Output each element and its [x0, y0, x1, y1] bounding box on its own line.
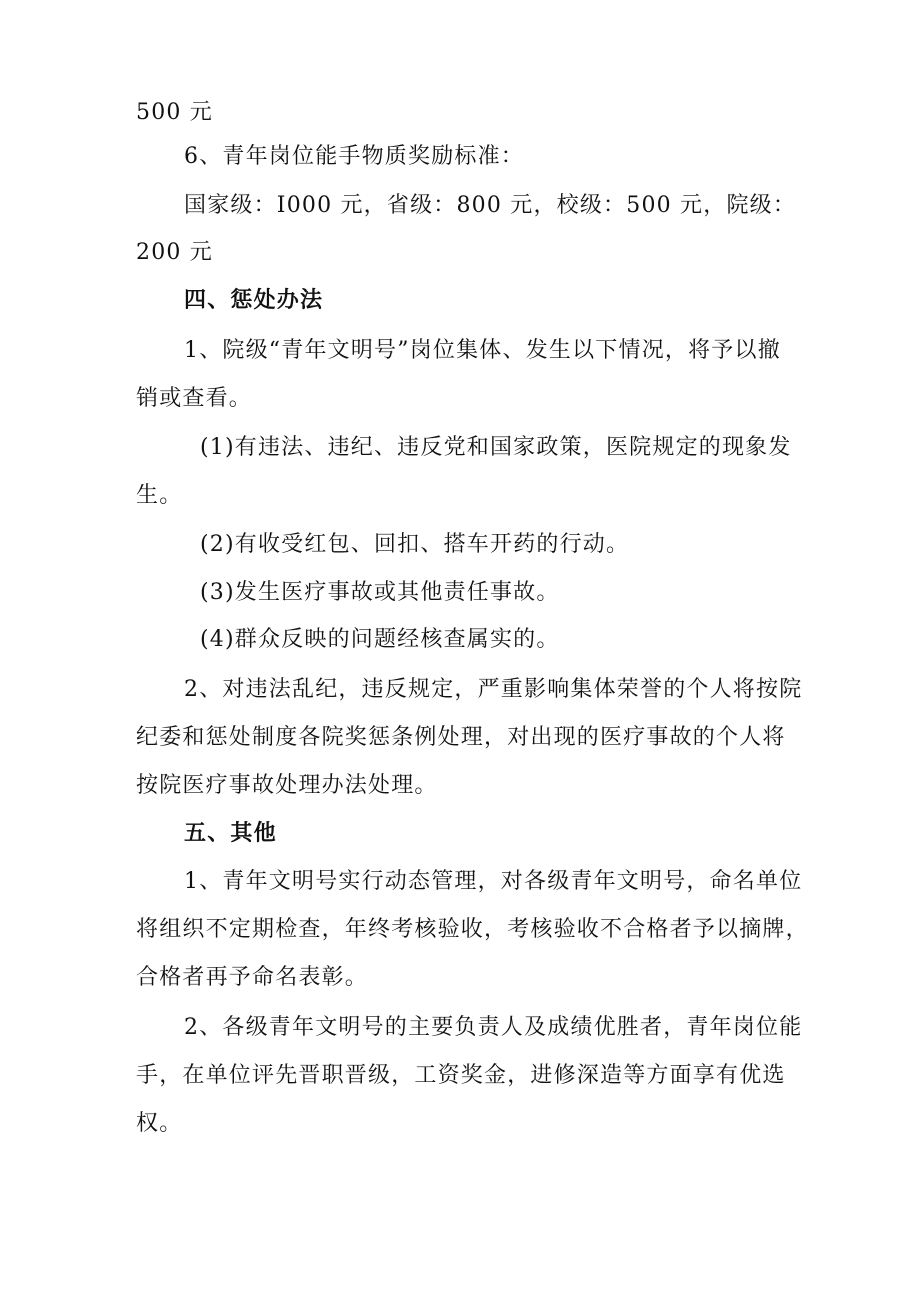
text-line: 1、院级“青年文明号”岗位集体、发生以下情况，将予以撤: [184, 338, 781, 363]
text-line: 将组织不定期检查，年终考核验收，考核验收不合格者予以摘牌，: [136, 917, 809, 942]
text-line: 按院医疗事故处理办法处理。: [136, 773, 438, 798]
section-heading: 五、其他: [184, 821, 277, 846]
text-line: 2、各级青年文明号的主要负责人及成绩优胜者，青年岗位能: [184, 1015, 803, 1040]
text-line: (1)有违法、违纪、违反党和国家政策，医院规定的现象发: [200, 435, 792, 460]
text-line: 国家级：I000 元，省级：800 元，校级：500 元，院级：: [184, 193, 797, 218]
text-line: 销或查看。: [136, 386, 253, 411]
text-line: (4)群众反映的问题经核查属实的。: [200, 627, 560, 652]
text-line: (2)有收受红包、回扣、搭车开药的行动。: [200, 532, 630, 557]
text-line: 2、对违法乱纪，违反规定，严重影响集体荣誉的个人将按院: [184, 677, 803, 702]
text-line: 纪委和惩处制度各院奖惩条例处理，对出现的医疗事故的个人将: [136, 725, 786, 750]
text-line: 合格者再予命名表彰。: [136, 965, 369, 990]
text-line: 生。: [136, 483, 183, 508]
text-line: 手，在单位评先晋职晋级，工资奖金，进修深造等方面享有优选: [136, 1063, 786, 1088]
section-heading: 四、惩处办法: [184, 288, 324, 313]
text-line: 1、青年文明号实行动态管理，对各级青年文明号，命名单位: [184, 869, 803, 894]
text-line: 权。: [136, 1111, 183, 1136]
text-line: (3)发生医疗事故或其他责任事故。: [200, 580, 560, 605]
text-line: 500 元: [136, 100, 213, 125]
text-line: 200 元: [136, 240, 213, 265]
text-line: 6、青年岗位能手物质奖励标准：: [184, 144, 524, 169]
